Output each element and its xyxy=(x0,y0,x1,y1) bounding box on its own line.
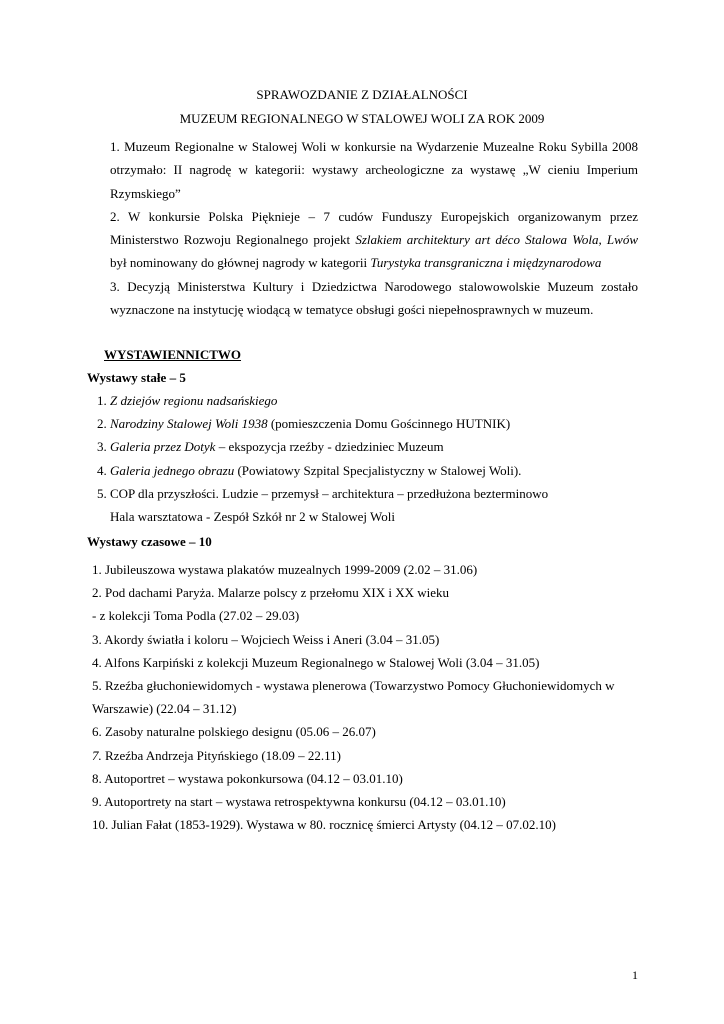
list-item-detail: (pomieszczenia Domu Gościnnego HUTNIK) xyxy=(267,416,511,432)
list-item-continuation: Warszawie) (22.04 – 31.12) xyxy=(92,701,237,717)
list-item-detail: COP dla przyszłości. Ludzie – przemysł – architektura – przedłużona bezterminowo xyxy=(110,485,549,501)
list-item: 2. Pod dachami Paryża. Malarze polscy z przełomu XIX i XX wieku xyxy=(92,585,450,601)
list-item: 6. Zasoby naturalne polskiego designu (05.06 – 26.07) xyxy=(92,724,376,740)
subheading-wystawy-stale: Wystawy stałe – 5 xyxy=(87,370,186,385)
list-item: 3. Akordy światła i koloru – Wojciech Weiss i Aneri (3.04 – 31.05) xyxy=(92,631,440,647)
section-heading-wystawiennictwo: WYSTAWIENNICTWO xyxy=(104,347,242,362)
intro-paragraph-2-category: Turystyka transgraniczna i międzynarodowa xyxy=(370,255,602,271)
list-item xyxy=(97,482,548,505)
list-item-detail: Hala warsztatowa - Zespół Szkół nr 2 w Stalowej Woli xyxy=(110,509,396,525)
list-item-detail: – ekspozycja rzeźby - dziedziniec Muzeum xyxy=(215,439,444,455)
intro-paragraph-2-project-name: Szlakiem architektury art déco Stalowa Wola, Lwów xyxy=(355,232,638,248)
list-item: 8. Autoportret – wystawa pokonkursowa (04.12 – 03.01.10) xyxy=(92,770,403,786)
list-item-title: Galeria jednego obrazu xyxy=(110,462,235,478)
list-item: 1. Jubileuszowa wystawa plakatów muzealnych 1999-2009 (2.02 – 31.06) xyxy=(92,562,478,577)
temporary-exhibitions-list xyxy=(92,558,615,836)
list-item-number: 3. xyxy=(97,439,110,455)
intro-paragraph-2-text-a: 2. W konkursie Polska Pięknieje – 7 cudów Funduszy Europejskich organizowanym przez Ministerstwo Rozwoju Regionalnego projekt xyxy=(110,208,638,248)
intro-paragraph-2-text-b: był nominowany do głównej nagrody w kategorii xyxy=(110,255,371,271)
intro-paragraph-1: 1. Muzeum Regionalne w Stalowej Woli w konkursie na Wydarzenie Muzealne Roku Sybilla 2008 otrzymało: II nagrodę w kategorii: wystawy archeologiczne za wystawę „W cieniu Imperium Rzymskiego” xyxy=(110,139,638,201)
list-item-continuation xyxy=(97,505,548,528)
list-item-number: 7. xyxy=(92,747,102,763)
list-item: 5. Rzeźba głuchoniewidomych - wystawa plenerowa (Towarzystwo Pomocy Głuchoniewidomych w xyxy=(92,678,615,694)
list-item-number: 2. xyxy=(97,416,110,432)
permanent-exhibitions-list xyxy=(97,389,548,528)
list-item-title: Galeria przez Dotyk xyxy=(110,439,216,455)
page-number: 1 xyxy=(632,968,638,982)
list-item: 10. Julian Fałat (1853-1929). Wystawa w 80. rocznicę śmierci Artysty (04.12 – 07.02.10) xyxy=(92,817,557,833)
report-subtitle: MUZEUM REGIONALNEGO W STALOWEJ WOLI ZA ROK 2009 xyxy=(179,111,545,126)
list-item: 9. Autoportrety na start – wystawa retrospektywna konkursu (04.12 – 03.01.10) xyxy=(92,794,506,810)
list-item-detail: (Powiatowy Szpital Specjalistyczny w Stalowej Woli). xyxy=(234,462,522,478)
list-item-detail: Rzeźba Andrzeja Pityńskiego (18.09 – 22.11) xyxy=(101,747,341,763)
list-item-number: 5. xyxy=(97,485,110,501)
list-item-number: 1. xyxy=(97,393,110,408)
report-title: SPRAWOZDANIE Z DZIAŁALNOŚCI xyxy=(256,87,468,102)
list-item-number: 4. xyxy=(97,462,110,478)
list-item xyxy=(97,412,548,435)
list-item xyxy=(97,389,548,412)
intro-section xyxy=(110,135,638,321)
intro-paragraph-2 xyxy=(110,205,638,275)
list-item-title: Z dziejów regionu nadsańskiego xyxy=(110,393,278,408)
list-item-continuation: - z kolekcji Toma Podla (27.02 – 29.03) xyxy=(92,608,300,624)
list-item-title: Narodziny Stalowej Woli 1938 xyxy=(110,416,268,432)
subheading-wystawy-czasowe: Wystawy czasowe – 10 xyxy=(87,534,212,549)
list-item xyxy=(97,459,548,482)
list-item: 4. Alfons Karpiński z kolekcji Muzeum Regionalnego w Stalowej Woli (3.04 – 31.05) xyxy=(92,654,540,670)
list-item xyxy=(92,744,615,767)
intro-paragraph-3: 3. Decyzją Ministerstwa Kultury i Dziedzictwa Narodowego stalowowolskie Muzeum zostało wyznaczone na instytucję wiodącą w tematyce obsługi gości niepełnosprawnych w muzeum. xyxy=(110,278,638,318)
list-item xyxy=(97,435,548,458)
